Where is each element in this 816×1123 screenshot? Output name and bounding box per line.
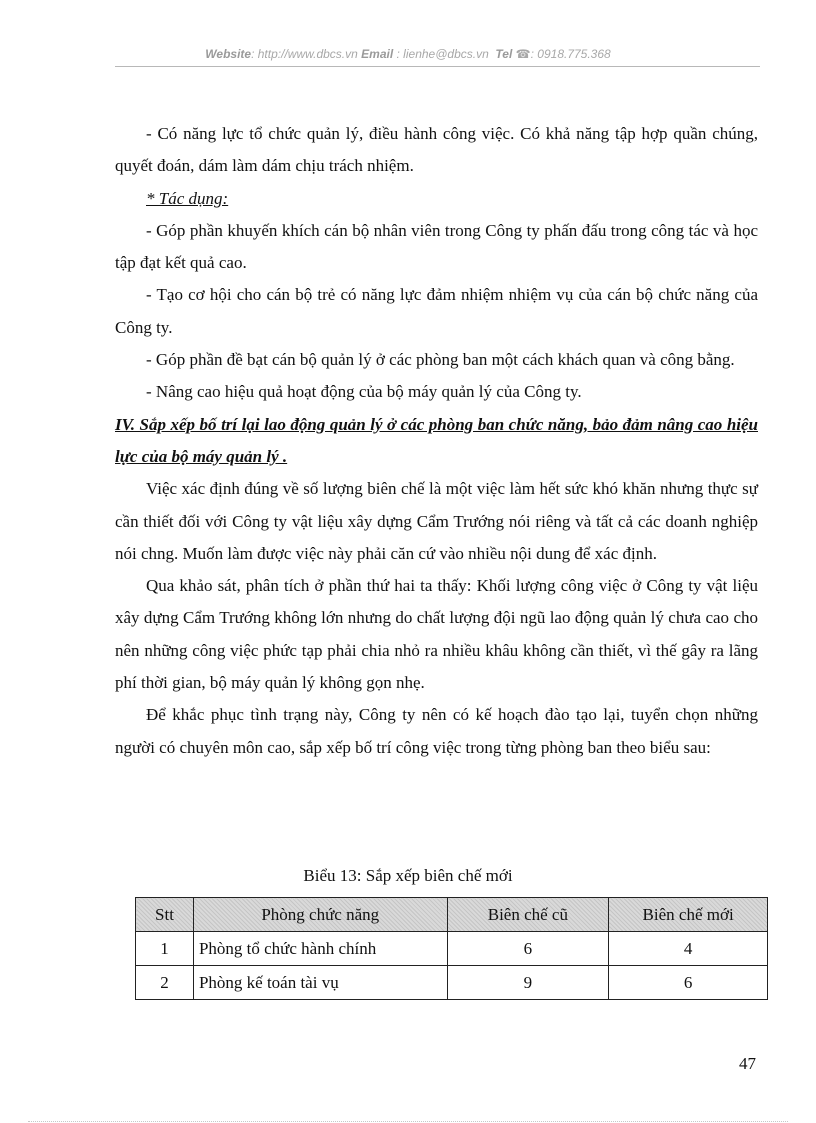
- table-caption: Biểu 13: Sắp xếp biên chế mới: [303, 866, 513, 885]
- website-label: Website: [205, 47, 252, 61]
- paragraph-remedy: Để khắc phục tình trạng này, Công ty nên có kế hoạch đào tạo lại, tuyển chọn những người có chuyên môn cao, sắp xếp bố trí công việc trong từng phòng ban theo biểu sau:: [115, 705, 758, 757]
- table-row: [136, 932, 768, 966]
- phone-icon: ☎: [515, 47, 531, 61]
- table-header-row: [136, 898, 768, 932]
- tel-value: : 0918.775.368: [530, 47, 611, 61]
- paragraph-staffing: Việc xác định đúng về số lượng biên chế là một việc làm hết sức khó khăn nhưng thực sự cần thiết đối với Công ty vật liệu xây dựng Cẩm Trướng nói riêng và tất cả các doanh nghiệp nói chng. Muốn làm được việc này phải căn cứ vào nhiều nội dung để xác định.: [115, 479, 758, 563]
- cell-stt: 2: [136, 966, 194, 1000]
- cell-department: Phòng kế toán tài vụ: [193, 966, 447, 1000]
- document-body: [115, 118, 758, 764]
- header-divider: [115, 66, 760, 67]
- paragraph-encourage: - Góp phần khuyến khích cán bộ nhân viên trong Công ty phấn đấu trong công tác và học tập đạt kết quả cao.: [115, 220, 758, 273]
- page-header: [0, 47, 816, 61]
- table-row: [136, 966, 768, 1000]
- tel-label: Tel: [495, 47, 513, 61]
- paragraph-survey: Qua khảo sát, phân tích ở phần thứ hai ta thấy: Khối lượng công việc ở Công ty vật liệu xây dựng Cẩm Trướng không lớn nhưng do chất lượng đội ngũ lao động quản lý chưa cao cho nên những công việc phức tạp phải chia nhỏ ra nhiều khâu không cần thiết, vì thế gây ra lãng phí thời gian, bộ máy quản lý không gọn nhẹ.: [115, 576, 758, 693]
- email-value: : lienhe@dbcs.vn: [396, 47, 489, 61]
- website-value: : http://www.dbcs.vn: [251, 47, 358, 61]
- cell-new-staff: 6: [609, 966, 768, 1000]
- cell-stt: 1: [136, 932, 194, 966]
- paragraph-opportunity: - Tạo cơ hội cho cán bộ trẻ có năng lực đảm nhiệm nhiệm vụ của cán bộ chức năng của Công ty.: [115, 285, 758, 337]
- page-number: 47: [739, 1054, 756, 1073]
- footer-divider: [28, 1121, 788, 1122]
- header-stt: Stt: [136, 898, 194, 932]
- cell-old-staff: 6: [447, 932, 609, 966]
- email-label: Email: [361, 47, 394, 61]
- cell-department: Phòng tổ chức hành chính: [193, 932, 447, 966]
- paragraph-ability: - Có năng lực tổ chức quản lý, điều hành công việc. Có khả năng tập hợp quần chúng, quyết đoán, dám làm dám chịu trách nhiệm.: [115, 124, 758, 176]
- header-new-staff: Biên chế mới: [609, 898, 768, 932]
- header-old-staff: Biên chế cũ: [447, 898, 609, 932]
- subheading-tac-dung: * Tác dụng:: [146, 188, 229, 208]
- paragraph-efficiency: - Nâng cao hiệu quả hoạt động của bộ máy quản lý của Công ty.: [146, 382, 582, 402]
- cell-new-staff: 4: [609, 932, 768, 966]
- cell-old-staff: 9: [447, 966, 609, 1000]
- section-heading-iv: IV. Sắp xếp bố trí lại lao động quản lý ở các phòng ban chức năng, bảo đảm nâng cao hiệu lực của bộ máy quản lý .: [115, 414, 758, 466]
- paragraph-promotion: - Góp phần đề bạt cán bộ quản lý ở các phòng ban một cách khách quan và công bằng.: [146, 350, 735, 370]
- header-department: Phòng chức năng: [193, 898, 447, 932]
- staffing-table: [135, 897, 768, 1000]
